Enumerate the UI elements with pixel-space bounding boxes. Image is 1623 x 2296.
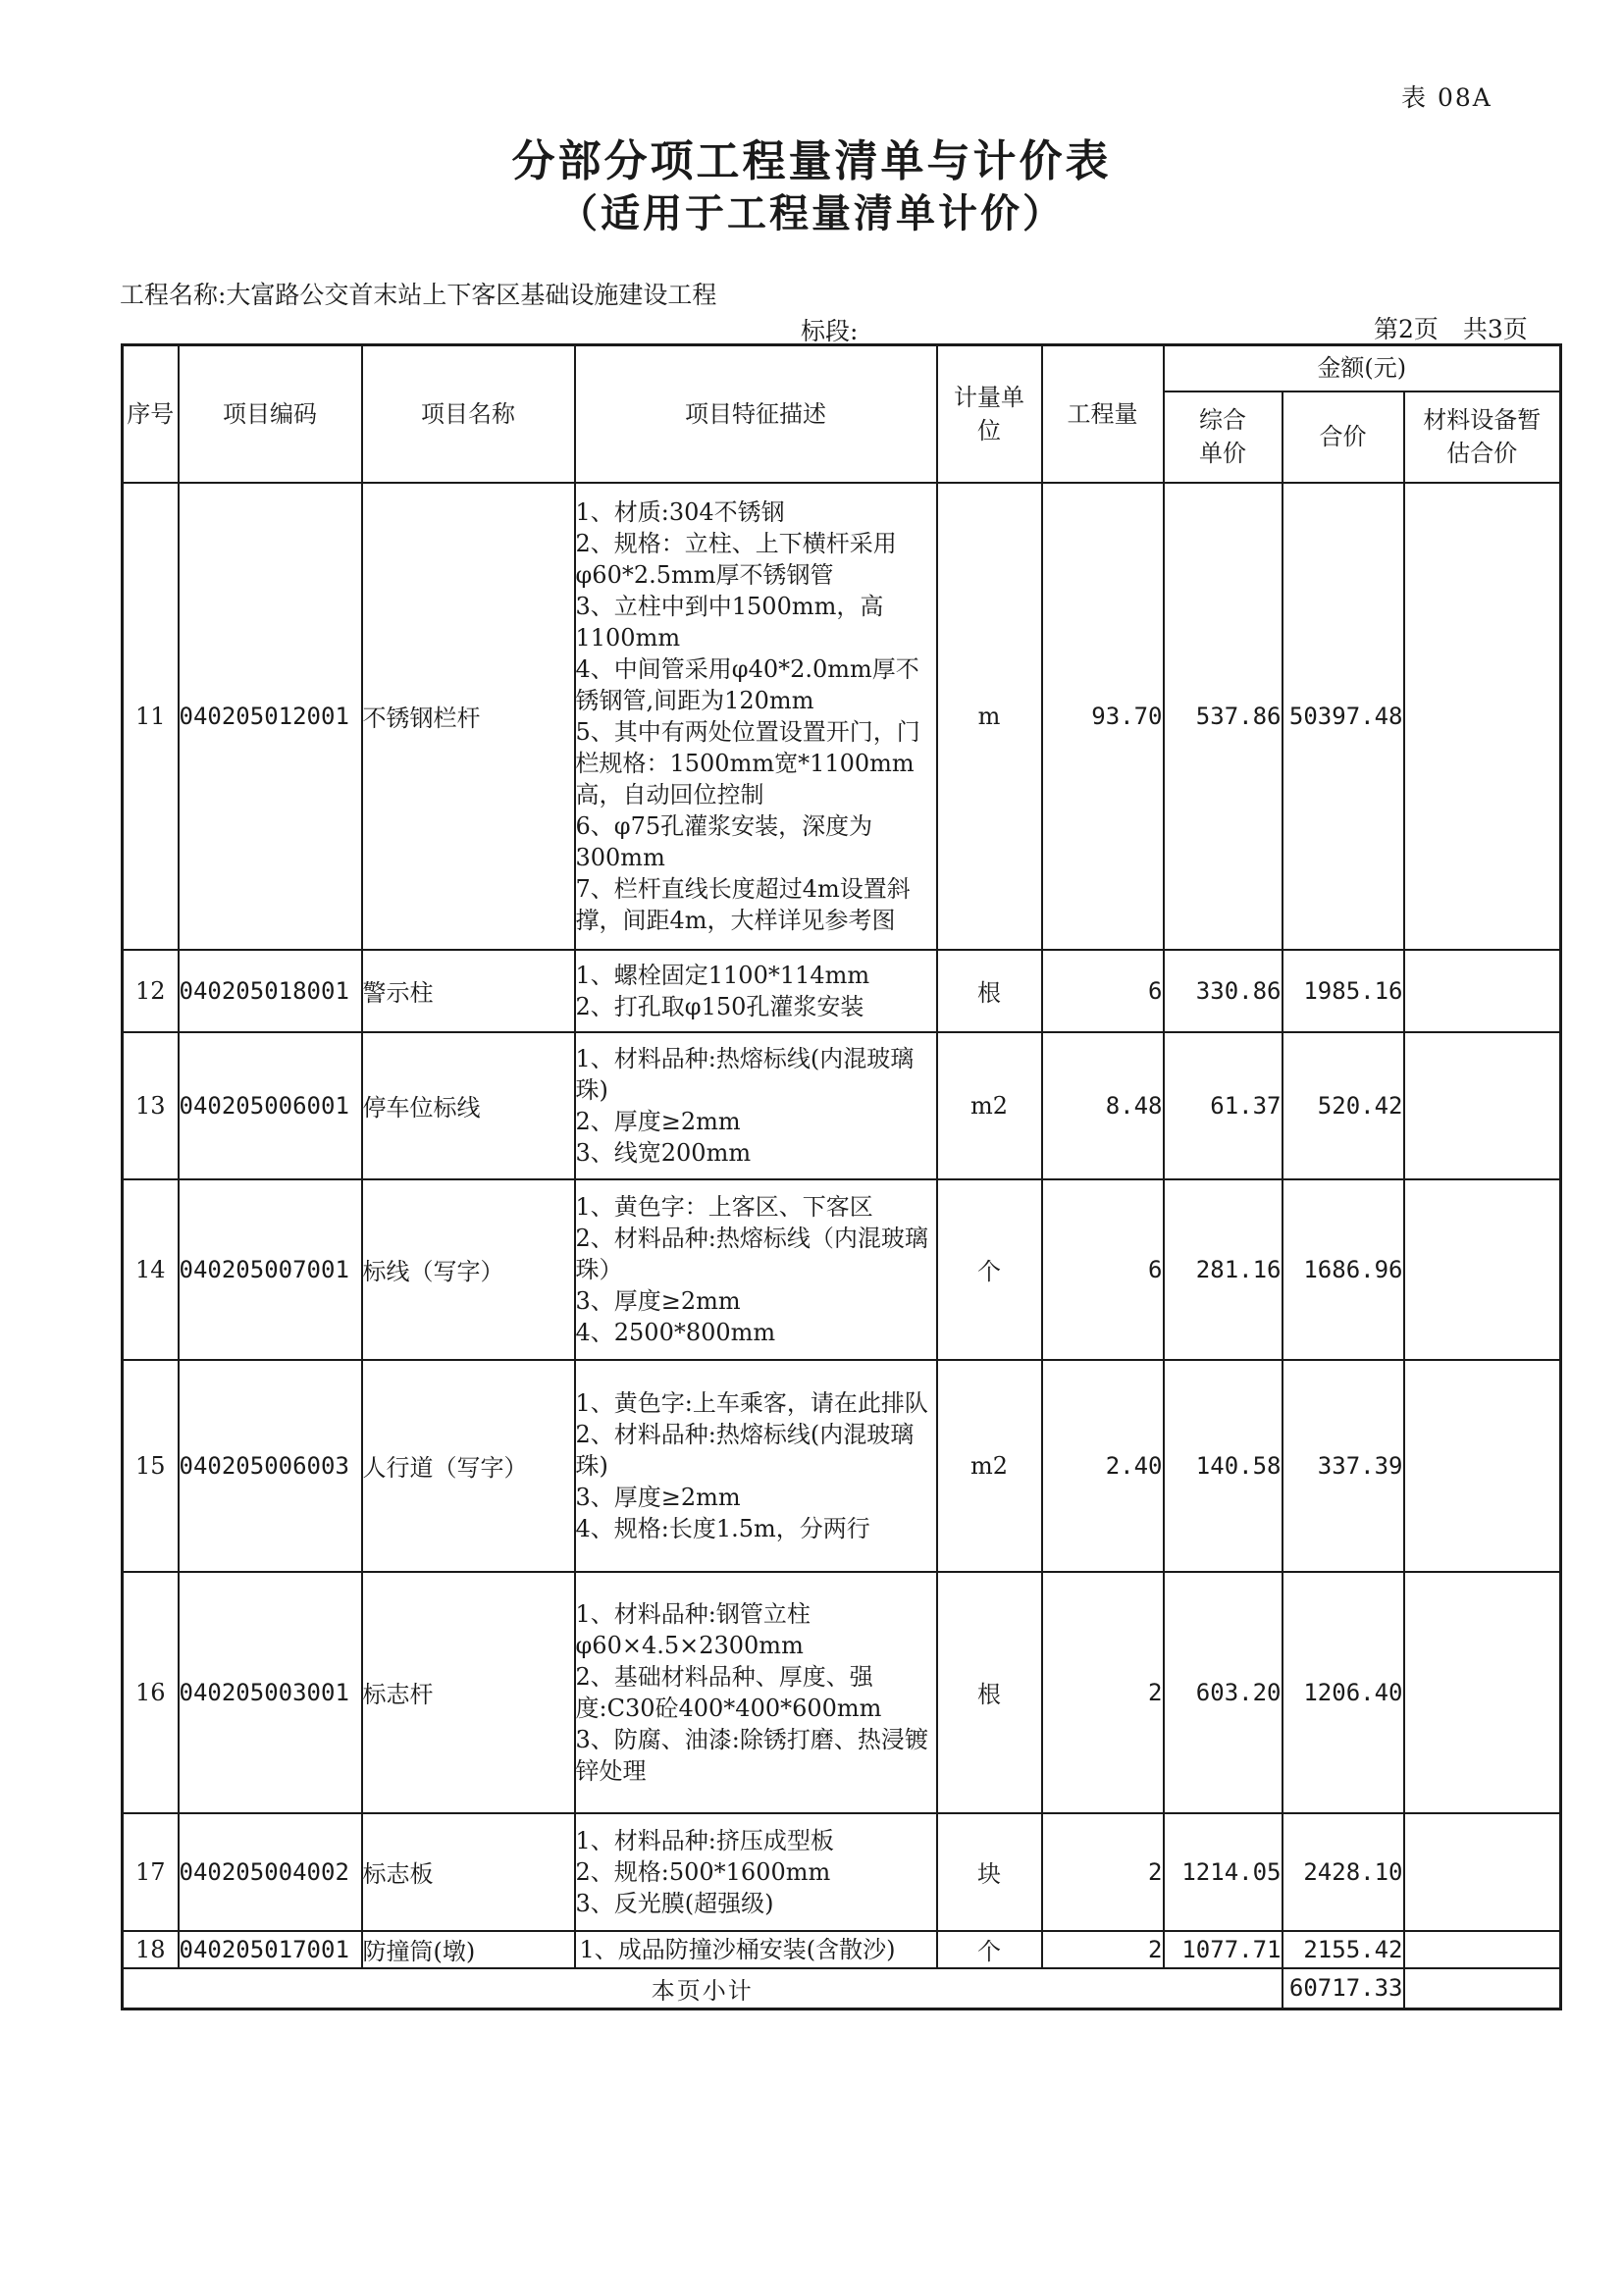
desc-line: 1、材料品种:钢管立柱 φ60×4.5×2300mm	[575, 1599, 834, 1659]
cell-desc	[575, 1360, 937, 1572]
header-name: 项目名称	[362, 345, 575, 483]
desc-line: 1、黄色字:上车乘客，请在此排队	[575, 1388, 928, 1417]
section-label: 标段:	[801, 317, 859, 345]
table-row	[123, 1179, 1561, 1360]
cell-qty: 93.70	[1042, 483, 1164, 950]
desc-line: 7、栏杆直线长度超过4m设置斜撑，间距4m，大样详见参考图	[575, 874, 911, 934]
header-unit-price: 综合单价	[1164, 391, 1283, 483]
page-info: 第2页 共3页	[1374, 315, 1528, 343]
cell-provisional	[1404, 950, 1561, 1032]
cell-desc	[575, 1813, 937, 1931]
desc-line: 3、防腐、油漆:除锈打磨、热浸镀锌处理	[575, 1725, 928, 1785]
cell-unit-price: 281.16	[1164, 1179, 1283, 1360]
desc-line: 3、厚度≥2mm	[575, 1483, 741, 1511]
header-desc: 项目特征描述	[575, 345, 937, 483]
desc-line: 2、打孔取φ150孔灌浆安装	[575, 992, 864, 1020]
subtotal-provisional	[1404, 1968, 1561, 2009]
project-name: 工程名称:大富路公交首末站上下客区基础设施建设工程	[120, 281, 717, 309]
header-provisional: 材料设备暂估合价	[1404, 391, 1561, 483]
header-qty: 工程量	[1042, 345, 1164, 483]
desc-line: 6、φ75孔灌浆安装，深度为300mm	[575, 811, 873, 871]
cell-name: 标线（写字）	[362, 1179, 575, 1360]
cell-qty: 6	[1042, 1179, 1164, 1360]
cell-code: 040205007001	[179, 1179, 362, 1360]
desc-line: 3、反光膜(超强级)	[575, 1889, 774, 1917]
cell-desc	[575, 1572, 937, 1813]
table-row	[123, 1032, 1561, 1179]
subtotal-row	[123, 1968, 1561, 2009]
document-title: 分部分项工程量清单与计价表	[511, 136, 1112, 186]
desc-line: 2、基础材料品种、厚度、强度:C30砼400*400*600mm	[575, 1662, 882, 1722]
cell-unit-price: 537.86	[1164, 483, 1283, 950]
cell-unit: 根	[937, 950, 1042, 1032]
cell-seq: 18	[123, 1931, 179, 1968]
desc-line: 2、材料品种:热熔标线(内混玻璃珠)	[575, 1420, 915, 1480]
header-unit: 计量单位	[937, 345, 1042, 483]
cell-seq: 11	[123, 483, 179, 950]
cell-unit-price: 1214.05	[1164, 1813, 1283, 1931]
cell-total: 1206.40	[1283, 1572, 1404, 1813]
cell-provisional	[1404, 1360, 1561, 1572]
cell-total: 1985.16	[1283, 950, 1404, 1032]
cell-qty: 8.48	[1042, 1032, 1164, 1179]
cell-unit: 个	[937, 1179, 1042, 1360]
desc-line: 3、厚度≥2mm	[575, 1286, 741, 1315]
cell-provisional	[1404, 1572, 1561, 1813]
subtotal-total: 60717.33	[1283, 1968, 1404, 2009]
desc-line: 2、厚度≥2mm	[575, 1107, 741, 1135]
cell-code: 040205003001	[179, 1572, 362, 1813]
cell-provisional	[1404, 1179, 1561, 1360]
cell-name: 防撞筒(墩)	[362, 1931, 575, 1968]
desc-line: 1、材质:304不锈钢	[575, 497, 785, 526]
cell-qty: 2.40	[1042, 1360, 1164, 1572]
cell-total: 2428.10	[1283, 1813, 1404, 1931]
cell-name: 不锈钢栏杆	[362, 483, 575, 950]
cell-unit-price: 140.58	[1164, 1360, 1283, 1572]
cell-desc	[575, 950, 937, 1032]
header-total: 合价	[1283, 391, 1404, 483]
cell-provisional	[1404, 1813, 1561, 1931]
cell-name: 警示柱	[362, 950, 575, 1032]
cell-seq: 14	[123, 1179, 179, 1360]
desc-line: 1、黄色字：上客区、下客区	[575, 1192, 873, 1221]
table-row	[123, 950, 1561, 1032]
desc-line: 2、规格:500*1600mm	[575, 1857, 831, 1886]
desc-line: 4、2500*800mm	[575, 1318, 776, 1346]
cell-unit-price: 603.20	[1164, 1572, 1283, 1813]
cell-desc	[575, 1032, 937, 1179]
cell-code: 040205017001	[179, 1931, 362, 1968]
cell-desc	[575, 483, 937, 950]
cell-qty: 6	[1042, 950, 1164, 1032]
cell-seq: 12	[123, 950, 179, 1032]
header-code: 项目编码	[179, 345, 362, 483]
cell-unit-price: 61.37	[1164, 1032, 1283, 1179]
cell-unit: m2	[937, 1032, 1042, 1179]
cell-name: 停车位标线	[362, 1032, 575, 1179]
cell-seq: 16	[123, 1572, 179, 1813]
cell-unit: 块	[937, 1813, 1042, 1931]
cell-provisional	[1404, 483, 1561, 950]
cell-desc	[575, 1931, 937, 1968]
cell-code: 040205004002	[179, 1813, 362, 1931]
cell-unit-price: 1077.71	[1164, 1931, 1283, 1968]
cell-unit: m	[937, 483, 1042, 950]
desc-line: 1、材料品种:挤压成型板	[575, 1826, 834, 1854]
cell-seq: 15	[123, 1360, 179, 1572]
cell-desc	[575, 1179, 937, 1360]
desc-line: 1、成品防撞沙桶安装(含散沙)	[579, 1935, 896, 1963]
cell-total: 1686.96	[1283, 1179, 1404, 1360]
table-row	[123, 483, 1561, 950]
table-row	[123, 1572, 1561, 1813]
form-number: 表 08A	[1401, 83, 1492, 112]
cell-name: 标志板	[362, 1813, 575, 1931]
table-row	[123, 1813, 1561, 1931]
cell-qty: 2	[1042, 1813, 1164, 1931]
header-amount-group: 金额(元)	[1164, 345, 1561, 391]
cell-unit: 根	[937, 1572, 1042, 1813]
cell-qty: 2	[1042, 1572, 1164, 1813]
bill-table	[121, 343, 1562, 2010]
cell-provisional	[1404, 1931, 1561, 1968]
cell-code: 040205018001	[179, 950, 362, 1032]
cell-total: 337.39	[1283, 1360, 1404, 1572]
cell-seq: 17	[123, 1813, 179, 1931]
cell-unit: 个	[937, 1931, 1042, 1968]
cell-unit-price: 330.86	[1164, 950, 1283, 1032]
cell-total: 520.42	[1283, 1032, 1404, 1179]
table-row	[123, 1360, 1561, 1572]
desc-line: 2、规格：立柱、上下横杆采用φ60*2.5mm厚不锈钢管	[575, 529, 897, 589]
desc-line: 3、线宽200mm	[575, 1138, 752, 1167]
cell-unit: m2	[937, 1360, 1042, 1572]
document-subtitle: （适用于工程量清单计价）	[558, 190, 1065, 236]
desc-line: 2、材料品种:热熔标线（内混玻璃珠）	[575, 1224, 928, 1283]
desc-line: 5、其中有两处位置设置开门，门栏规格：1500mm宽*1100mm高，自动回位控制	[575, 717, 920, 809]
cell-name: 标志杆	[362, 1572, 575, 1813]
subtotal-label: 本页小计	[123, 1968, 1283, 2009]
cell-seq: 13	[123, 1032, 179, 1179]
cell-qty: 2	[1042, 1931, 1164, 1968]
cell-code: 040205006003	[179, 1360, 362, 1572]
cell-provisional	[1404, 1032, 1561, 1179]
desc-line: 4、规格:长度1.5m，分两行	[575, 1514, 870, 1542]
header-seq: 序号	[123, 345, 179, 483]
cell-total: 2155.42	[1283, 1931, 1404, 1968]
desc-line: 1、材料品种:热熔标线(内混玻璃珠)	[575, 1044, 915, 1104]
cell-code: 040205012001	[179, 483, 362, 950]
cell-name: 人行道（写字）	[362, 1360, 575, 1572]
cell-total: 50397.48	[1283, 483, 1404, 950]
desc-line: 3、立柱中到中1500mm，高1100mm	[575, 592, 884, 652]
table-row	[123, 1931, 1561, 1968]
desc-line: 4、中间管采用φ40*2.0mm厚不锈钢管,间距为120mm	[575, 654, 919, 714]
cell-code: 040205006001	[179, 1032, 362, 1179]
desc-line: 1、螺栓固定1100*114mm	[575, 961, 870, 989]
